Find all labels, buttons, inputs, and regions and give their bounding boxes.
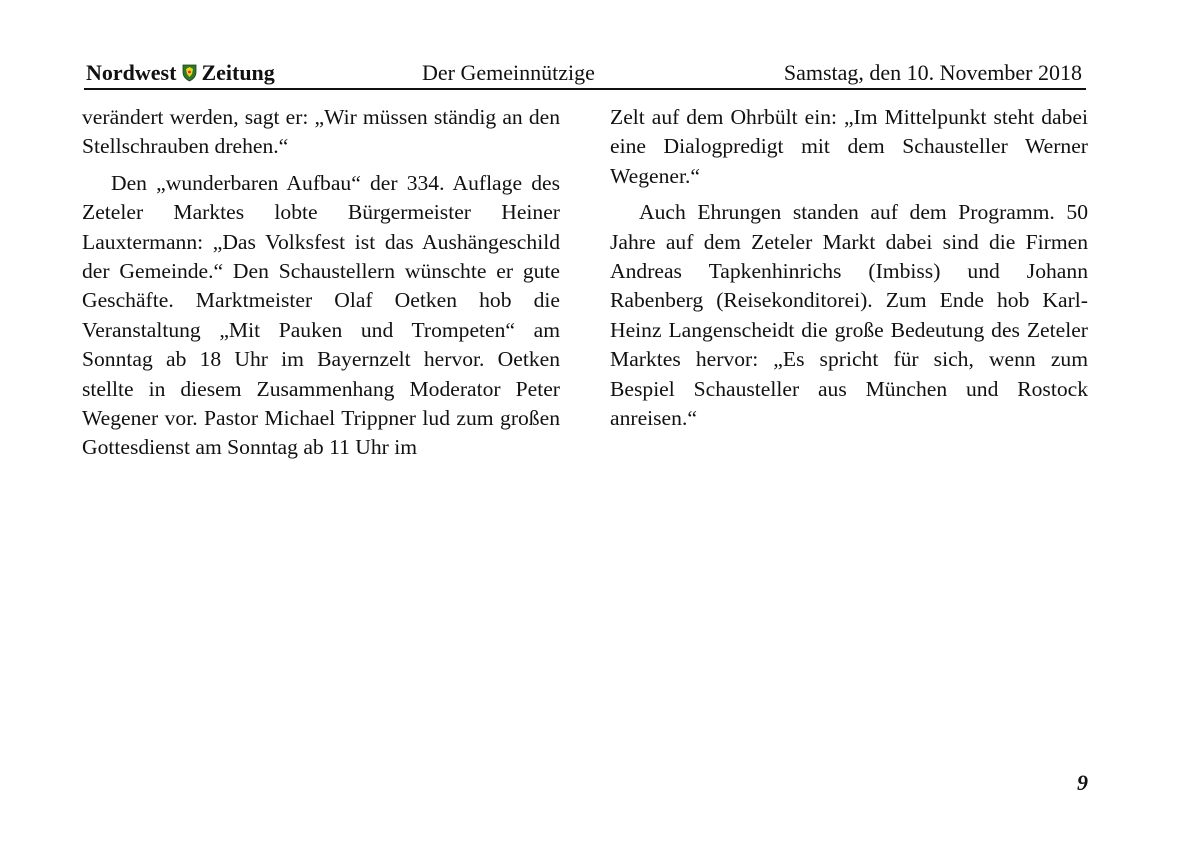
page-header xyxy=(84,58,1086,90)
page-number: 9 xyxy=(1077,770,1088,795)
issue-date: Samstag, den 10. November 2018 xyxy=(783,60,1082,85)
paragraph: verändert werden, sagt er: „Wir müssen ständig an den Stellschrauben drehen.“ xyxy=(82,105,560,159)
article-column-right xyxy=(610,103,1088,433)
paragraph: Den „wunderbaren Aufbau“ der 334. Auflage des Zeteler Marktes lobte Bürgermeister Heiner Lauxtermann: „Das Volksfest ist das Aushängeschild der Gemeinde.“ Den Schaustellern wünschte er gute Geschäfte. Marktmeister Olaf Oetken hob die Veranstaltung „Mit Pauken und Trompeten“ am Sonntag ab 18 Uhr im Bayernzelt hervor. Oetken stellte in diesem Zusammenhang Moderator Peter Wegener vor. Pastor Michael Trippner lud zum großen Gottesdienst am Sonntag ab 11 Uhr im xyxy=(82,170,560,460)
masthead-word-nordwest: Nordwest xyxy=(86,60,177,85)
paragraph: Auch Ehrungen standen auf dem Programm. 50 Jahre auf dem Zeteler Markt dabei sind die Firmen Andreas Tapkenhinrichs (Imbiss) und Johann Rabenberg (Reisekonditorei). Zum Ende hob Karl-Heinz Langenscheidt die große Bedeutung des Zeteler Marktes hervor: „Es spricht für sich, wenn zum Bespiel Schausteller aus München und Rostock anreisen.“ xyxy=(610,200,1088,431)
masthead-word-zeitung: Zeitung xyxy=(201,60,275,85)
article-column-left xyxy=(82,103,560,463)
masthead xyxy=(86,60,275,86)
paragraph: Zelt auf dem Ohrbült ein: „Im Mittelpunkt steht dabei eine Dialogpredigt mit dem Schausteller Werner Wegener.“ xyxy=(610,105,1088,188)
coat-of-arms-icon xyxy=(182,64,197,82)
section-title: Der Gemeinnützige xyxy=(422,60,595,85)
